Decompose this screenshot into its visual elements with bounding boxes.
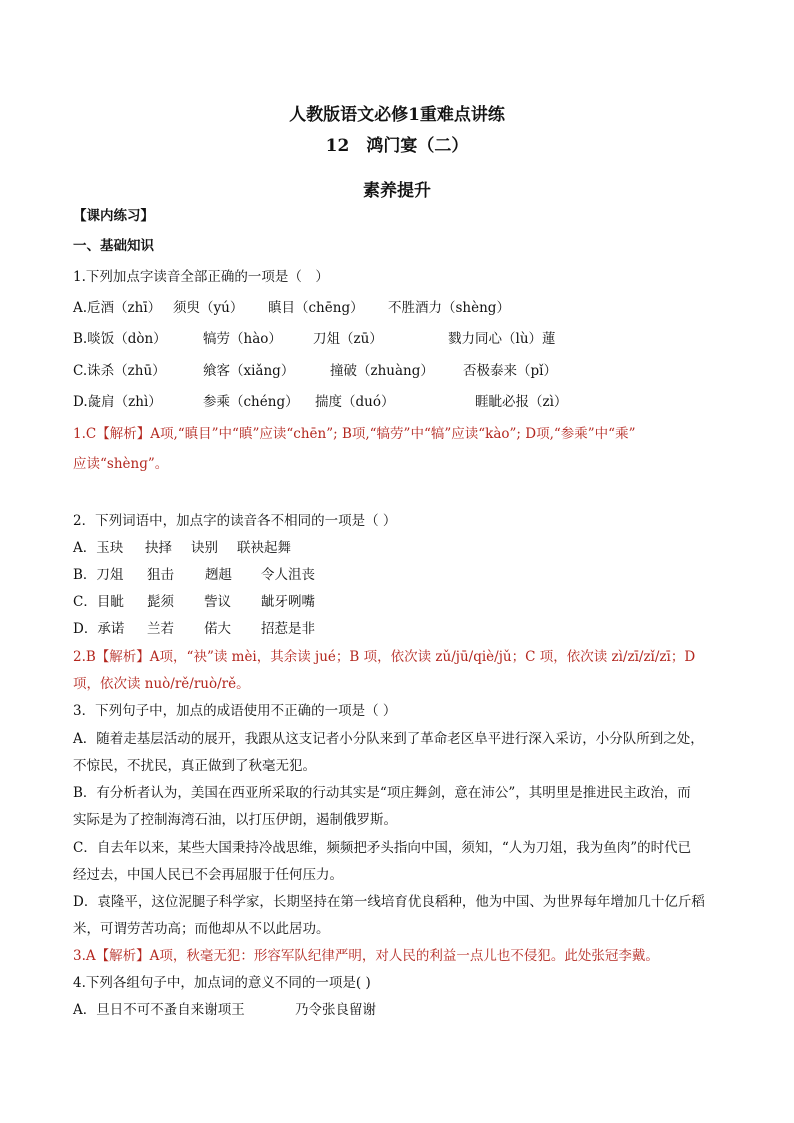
q2-d-4: 招惹是非 bbox=[261, 621, 315, 637]
q3-option-c-line-2: 经过去，中国人民已不会再屈服于任何压力。 bbox=[73, 867, 343, 883]
q2-a-2: 抉择 bbox=[145, 540, 172, 556]
basic-knowledge-label: 一、基础知识 bbox=[73, 238, 154, 254]
q1-a-2: 须臾（yú） bbox=[173, 300, 244, 316]
q2-option-d bbox=[73, 620, 315, 638]
q1-stem: 1.下列加点字读音全部正确的一项是（ ） bbox=[73, 269, 329, 285]
q1-b-3: 刀俎（zū） bbox=[313, 331, 383, 347]
q2-b-1: B．刀俎 bbox=[73, 567, 124, 583]
practice-label: 【课内练习】 bbox=[73, 208, 154, 224]
q2-c-2: 髭须 bbox=[147, 594, 174, 610]
q3-option-b-line-2: 实际是为了控制海湾石油，以打压伊朗，遏制俄罗斯。 bbox=[73, 812, 397, 828]
q4-stem: 4.下列各组句子中，加点词的意义不同的一项是( ) bbox=[73, 975, 371, 991]
q2-a-3: 诀别 bbox=[191, 540, 218, 556]
q1-option-c bbox=[73, 362, 557, 380]
q1-d-4: 睚眦必报（zì） bbox=[475, 394, 568, 410]
q4-a-1: A．旦日不可不蚤自来谢项王 bbox=[73, 1002, 245, 1018]
q2-b-3: 趔趄 bbox=[205, 567, 232, 583]
q2-a-1: A．玉玦 bbox=[73, 540, 124, 556]
q4-a-2: 乃令张良留谢 bbox=[295, 1002, 376, 1018]
q2-option-a bbox=[73, 539, 291, 557]
q3-answer: 3.A【解析】A项，秋毫无犯：形容军队纪律严明，对人民的利益一点儿也不侵犯。此处张冠李戴。 bbox=[73, 948, 659, 964]
q1-a-1: A.卮酒（zhī） bbox=[73, 300, 162, 316]
q3-option-d-line-1: D．袁隆平，这位泥腿子科学家，长期坚持在第一线培育优良稻种，他为中国、为世界每年增加几十亿斤稻 bbox=[73, 894, 705, 910]
q2-c-1: C．目眦 bbox=[73, 594, 124, 610]
q2-option-b bbox=[73, 566, 315, 584]
q2-c-4: 龇牙咧嘴 bbox=[261, 594, 315, 610]
q1-b-2: 犒劳（hào） bbox=[203, 331, 282, 347]
q3-option-a-line-1: A．随着走基层活动的展开，我跟从这支记者小分队来到了革命老区阜平进行深入采访，小分队所到之处， bbox=[73, 731, 704, 747]
q1-option-a bbox=[73, 299, 510, 317]
q1-a-4: 不胜酒力（shèng） bbox=[388, 300, 510, 316]
q1-b-4: 戮力同心（lù）蓮 bbox=[448, 331, 556, 347]
q2-option-c bbox=[73, 593, 315, 611]
q1-option-b bbox=[73, 330, 556, 348]
q2-c-3: 訾议 bbox=[204, 594, 231, 610]
q1-option-d bbox=[73, 393, 567, 411]
q2-answer-line-1: 2.B【解析】A项，“袂”读 mèi，其余读 jué；B 项，依次读 zǔ/jū/qiè/jǔ；C 项，依次读 zì/zī/zǐ/zī；D bbox=[73, 649, 696, 665]
q2-d-1: D．承诺 bbox=[73, 621, 125, 637]
q1-c-2: 飨客（xiǎng） bbox=[203, 363, 295, 379]
q1-c-3: 撞破（zhuàng） bbox=[330, 363, 434, 379]
section-title: 素养提升 bbox=[363, 181, 431, 201]
q3-option-b-line-1: B．有分析者认为，美国在西亚所采取的行动其实是“项庄舞剑，意在沛公”，其明里是推进民主政治，而 bbox=[73, 785, 691, 801]
q3-option-d-line-2: 米，可谓劳苦功高；而他却从不以此居功。 bbox=[73, 921, 330, 937]
q1-answer-line-2: 应读“shènɡ”。 bbox=[73, 456, 169, 472]
q2-stem: 2．下列词语中，加点字的读音各不相同的一项是（ ） bbox=[73, 513, 397, 529]
q1-c-4: 否极泰来（pǐ） bbox=[463, 363, 557, 379]
lesson-title: 12 鸿门宴（二） bbox=[325, 136, 469, 156]
q2-answer-line-2: 项，依次读 nuò/rě/ruò/rě。 bbox=[73, 676, 250, 692]
q1-answer-line-1: 1.C【解析】A项,“瞋目”中“瞋”应读“chēn”; B项,“犒劳”中“犒”应读“kào”; D项,“参乘”中“乘” bbox=[73, 426, 636, 442]
q2-b-4: 令人沮丧 bbox=[261, 567, 315, 583]
q1-a-3: 瞋目（chēng） bbox=[268, 300, 364, 316]
q1-d-2: 参乘（chéng） bbox=[203, 394, 299, 410]
q4-option-a bbox=[73, 1001, 376, 1019]
q2-d-2: 兰若 bbox=[147, 621, 174, 637]
document-title: 人教版语文必修1重难点讲练 bbox=[289, 105, 505, 125]
q1-d-1: D.彘肩（zhì） bbox=[73, 394, 162, 410]
q2-d-3: 偌大 bbox=[204, 621, 231, 637]
q1-d-3: 揣度（duó） bbox=[315, 394, 395, 410]
q3-stem: 3．下列句子中，加点的成语使用不正确的一项是（ ） bbox=[73, 703, 397, 719]
q2-a-4: 联袂起舞 bbox=[237, 540, 291, 556]
q3-option-a-line-2: 不惊民，不扰民，真正做到了秋毫无犯。 bbox=[73, 758, 316, 774]
q3-option-c-line-1: C．自去年以来，某些大国秉持冷战思维，频频把矛头指向中国，须知，“人为刀俎，我为鱼肉”的时代已 bbox=[73, 840, 692, 856]
q2-b-2: 狙击 bbox=[147, 567, 174, 583]
q1-b-1: B.啖饭（dòn） bbox=[73, 331, 167, 347]
q1-c-1: C.诛杀（zhū） bbox=[73, 363, 166, 379]
